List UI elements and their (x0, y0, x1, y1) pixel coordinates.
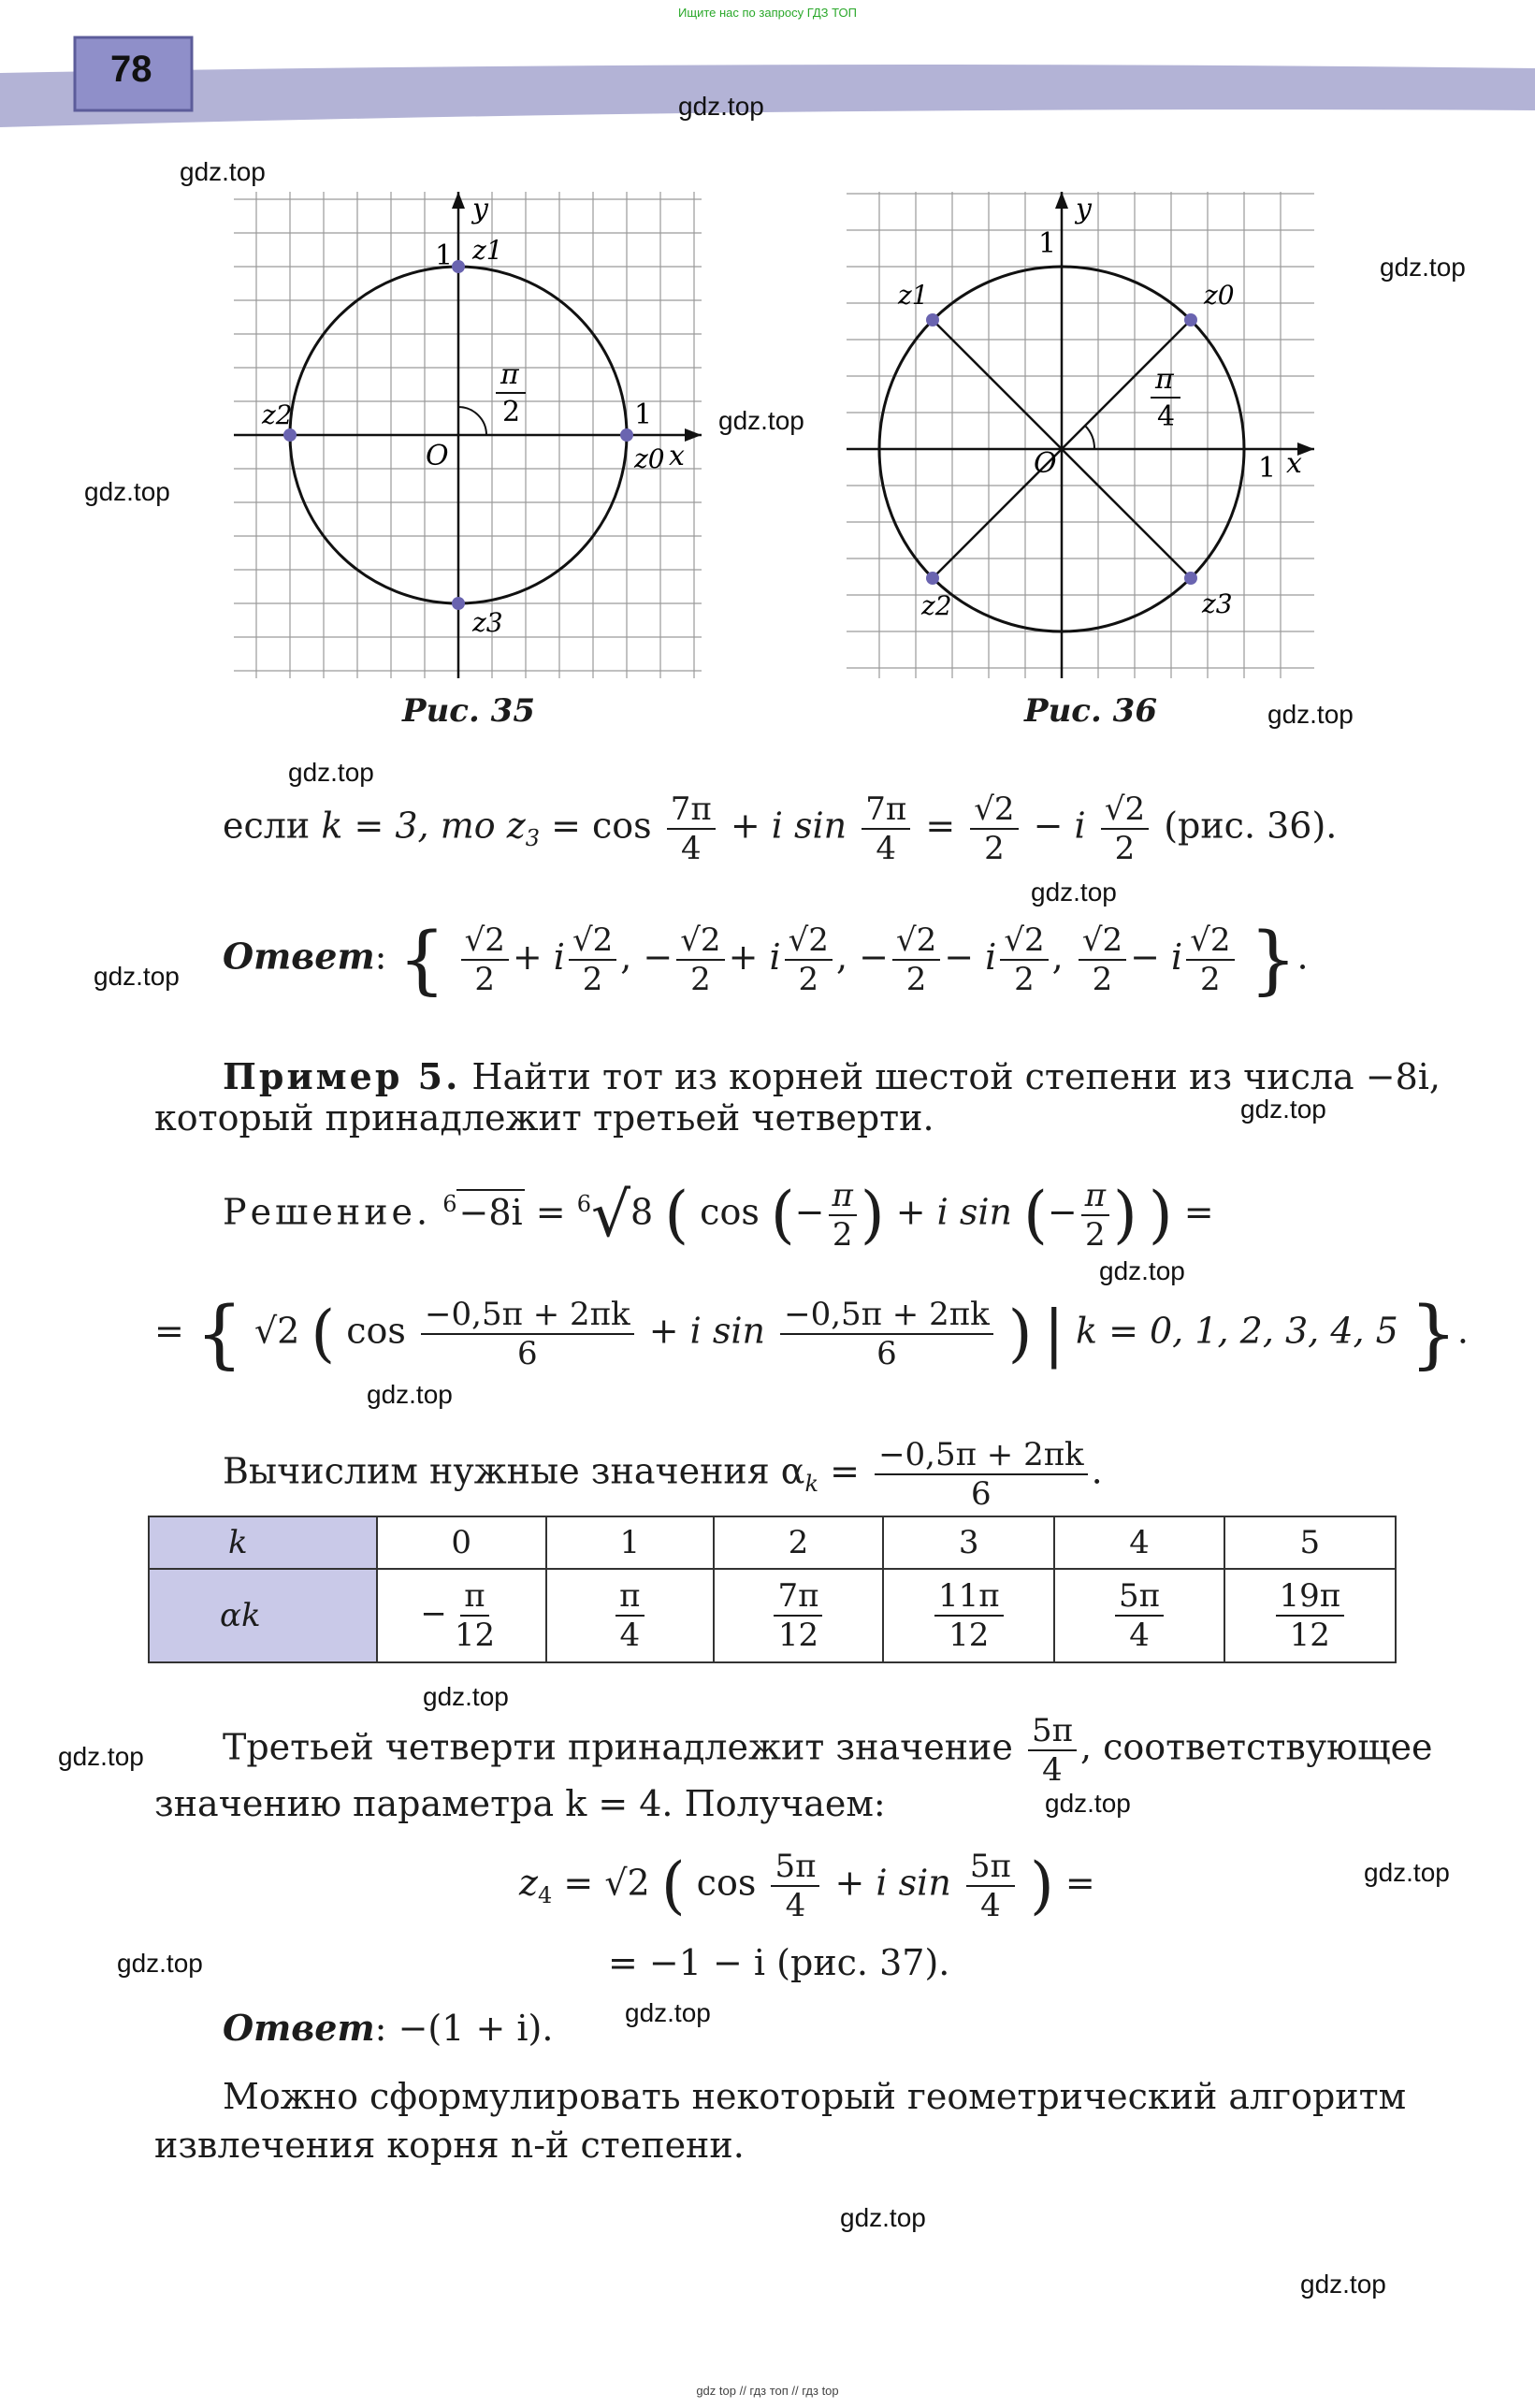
table-header-k: k (149, 1516, 377, 1569)
watermark: gdz.top (367, 1380, 453, 1409)
table-cell: $\frac{7\pi}{12}$ (714, 1569, 883, 1662)
page-header-bar (0, 17, 1535, 129)
point-z1 (452, 260, 465, 273)
z3-label: z3 (472, 607, 503, 638)
k3-line: если k = 3, то $z_3 = \cos$ $\frac{7\pi}{4}$ + i sin $\frac{7\pi}{4}$ = $\frac{√2}{2}$ − i $\frac{√2}{2}$ (рис. 36). (223, 791, 1338, 867)
top-note: Ищите нас по запросу ГДЗ ТОП (678, 6, 857, 20)
watermark: gdz.top (180, 157, 266, 186)
table-cell: − $\frac{\pi}{12}$ (377, 1569, 546, 1662)
watermark: gdz.top (84, 477, 170, 506)
watermark: gdz.top (718, 406, 804, 435)
z1-label: z1 (472, 235, 503, 266)
table-cell: 0 (377, 1516, 546, 1569)
watermark: gdz.top (1031, 878, 1117, 907)
figure-35 (234, 192, 702, 678)
table-cell: $\frac{19\pi}{12}$ (1224, 1569, 1396, 1662)
point-z0 (620, 428, 633, 442)
watermark: gdz.top (1300, 2270, 1386, 2299)
one-y-label: 1 (435, 239, 454, 272)
watermark: gdz.top (1364, 1858, 1450, 1887)
origin-label: O (1034, 447, 1057, 480)
z4-result: = −1 − i (рис. 37). (608, 1942, 950, 1983)
watermark: gdz.top (1099, 1256, 1185, 1285)
table-cell: 1 (546, 1516, 714, 1569)
pi-den: 2 (502, 396, 521, 428)
answer-term: $\frac{√2}{2}$ + i $\frac{√2}{2}$ , (457, 936, 644, 978)
table-header-alpha: αk (149, 1569, 377, 1662)
alpha-table (148, 1516, 1397, 1663)
set-line: = { √2 ( cos $\frac{-0,5\pi + 2\pi k}{6}$ + i sin $\frac{-0,5\pi + 2\pi k}{6}$ ) | k = 0, 1, 2, 3, 4, 5 }. (154, 1290, 1469, 1377)
watermark: gdz.top (678, 92, 764, 121)
watermark: gdz.top (1380, 253, 1466, 282)
table-row-k (149, 1516, 1396, 1569)
z2-label: z2 (921, 590, 952, 621)
solution-line: Решение. $^6$−8i = $^6$√8 ( cos (− $\frac{\pi}{2}$ ) + i sin (− $\frac{\pi}{2}$ ) ) = (223, 1177, 1214, 1254)
closing-line1: Можно сформулировать некоторый геометрический алгоритм (223, 2076, 1407, 2117)
answer-term: − $\frac{√2}{2}$ − i $\frac{√2}{2}$ , (859, 921, 1064, 998)
point-z2 (283, 428, 297, 442)
z4-line: $z_4 = √2$ ( cos $\frac{5\pi}{4}$ + i sin $\frac{5\pi}{4}$ ) = (519, 1848, 1095, 1924)
z2-label: z2 (262, 399, 293, 430)
one-x-label: 1 (1258, 452, 1277, 485)
watermark: gdz.top (1267, 700, 1354, 729)
origin-label: O (426, 440, 449, 472)
third-quarter-line: Третьей четверти принадлежит значение $\frac{5\pi}{4}$ , соответствующее (223, 1712, 1433, 1789)
answer-2: Ответ: −(1 + i). (223, 2007, 554, 2049)
watermark: gdz.top (840, 2203, 926, 2232)
caption-36: Рис. 36 (1024, 692, 1157, 730)
table-cell: 5 (1224, 1516, 1396, 1569)
z1-label: z1 (898, 280, 929, 311)
y-label: y (472, 193, 488, 225)
footer-note: gdz top // гдз топ // гдз top (696, 2384, 839, 2398)
one-y-label: 1 (1038, 227, 1057, 260)
point-z1 (926, 313, 939, 326)
x-label: x (1286, 447, 1302, 480)
point-z3 (452, 597, 465, 610)
watermark: gdz.top (117, 1949, 203, 1978)
table-cell: $\frac{11\pi}{12}$ (883, 1569, 1054, 1662)
point-z2 (926, 572, 939, 585)
table-cell: 2 (714, 1516, 883, 1569)
answer-term: − $\frac{√2}{2}$ + i $\frac{√2}{2}$ , (643, 921, 848, 998)
watermark: gdz.top (423, 1682, 509, 1711)
figure-36 (847, 192, 1314, 678)
point-z3 (1184, 572, 1197, 585)
table-cell: $\frac{\pi}{4}$ (546, 1569, 714, 1662)
pi-num: π (1155, 363, 1174, 396)
watermark: gdz.top (58, 1742, 144, 1771)
answer-term: $\frac{√2}{2}$ − i $\frac{√2}{2}$ (1075, 936, 1250, 978)
point-z0 (1184, 313, 1197, 326)
table-row-alpha (149, 1569, 1396, 1662)
table-cell: 3 (883, 1516, 1054, 1569)
x-label: x (669, 440, 685, 472)
z3-label: z3 (1202, 588, 1233, 619)
table-cell: $\frac{5\pi}{4}$ (1054, 1569, 1224, 1662)
param-line: значению параметра k = 4. Получаем: (154, 1783, 886, 1824)
page-number: 78 (110, 49, 152, 90)
caption-35: Рис. 35 (402, 692, 535, 730)
watermark: gdz.top (625, 1998, 711, 2027)
watermark: gdz.top (94, 962, 180, 991)
answer-1: Ответ: { $\frac{√2}{2}$ + i $\frac{√2}{2}$ , − $\frac{√2}{2}$ + i $\frac{√2}{2}$ , − $\frac{√2}{2}$ − i $\frac{√2}{2}$ , $\frac{√2}{2}$ − i $\frac{√2}{2}$ }. (223, 916, 1309, 1003)
angle-arc (458, 407, 486, 435)
z0-label: z0 (1204, 280, 1235, 311)
table-cell: 4 (1054, 1516, 1224, 1569)
closing-line2: извлечения корня n-й степени. (154, 2125, 745, 2166)
pi-num: π (500, 358, 519, 391)
example5-line2: который принадлежит третьей четверти. (154, 1097, 934, 1139)
y-label: y (1076, 193, 1092, 225)
pi-den: 4 (1157, 400, 1176, 433)
watermark: gdz.top (288, 758, 374, 787)
z0-label: z0 (634, 443, 665, 474)
angle-arc (1085, 426, 1094, 449)
watermark: gdz.top (1045, 1789, 1131, 1818)
one-x-label: 1 (634, 399, 653, 431)
watermark: gdz.top (1240, 1095, 1326, 1124)
example5-line1: Пример 5. Найти тот из корней шестой степени из числа −8i, (223, 1055, 1441, 1097)
compute-line: Вычислим нужные значения $\alpha_k$ = $\frac{-0,5\pi + 2\pi k}{6}$ . (223, 1436, 1103, 1513)
